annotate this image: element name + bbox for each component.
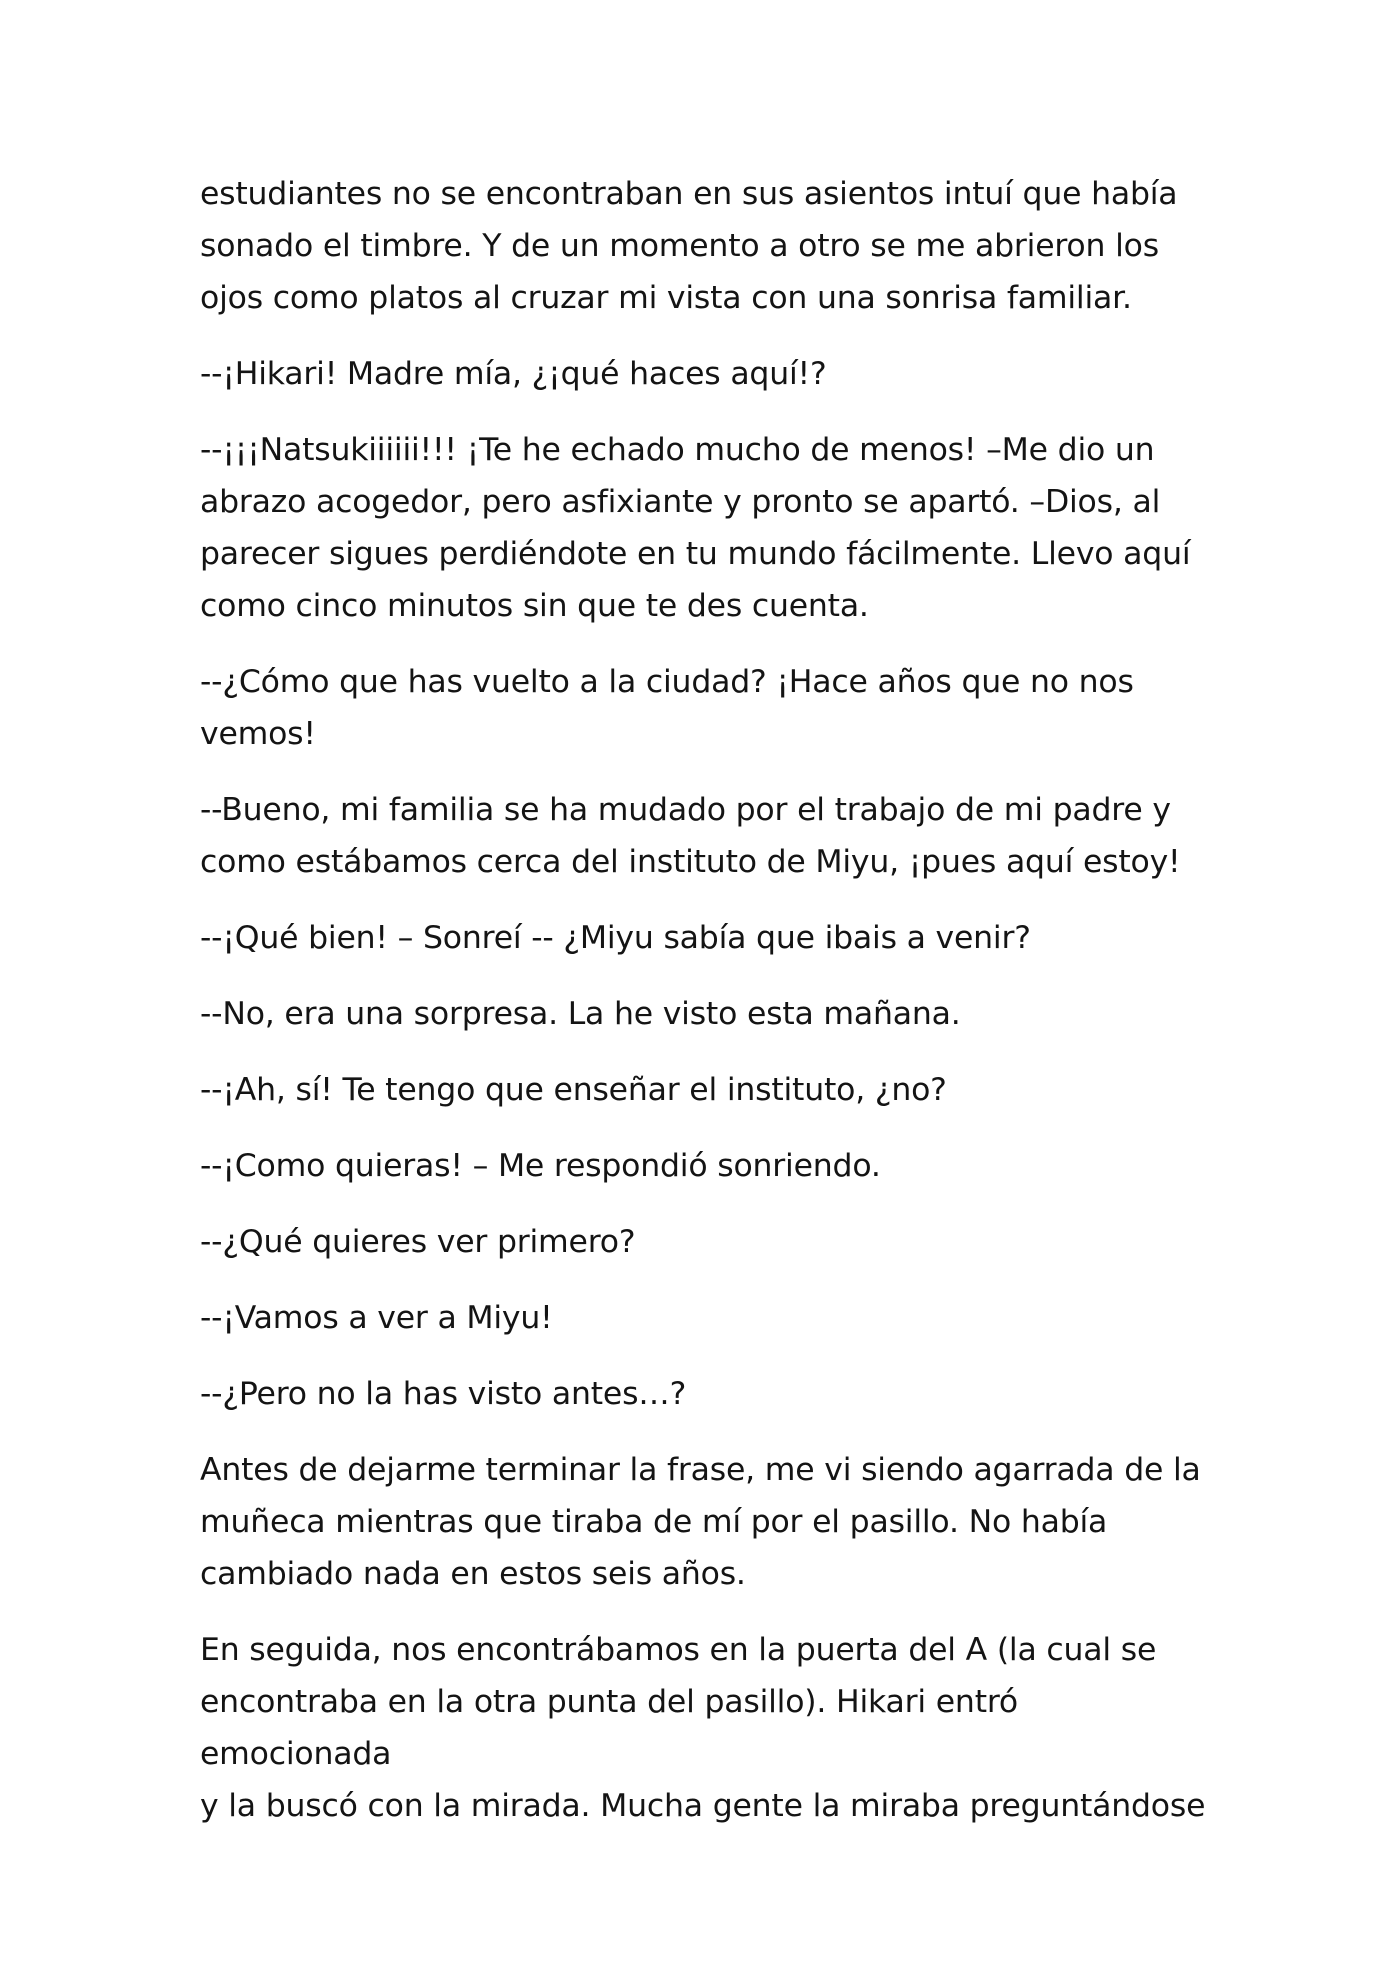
paragraph: En seguida, nos encontrábamos en la puerta del A (la cual se encontraba en la otra punta del pasillo). Hikari entró emocionada y la buscó con la mirada. Mucha gente la miraba preguntándose xyxy=(200,1632,1206,1824)
paragraph: --No, era una sorpresa. La he visto esta mañana. xyxy=(200,996,961,1032)
document-body xyxy=(200,168,1210,1856)
paragraph: --¡¡¡Natsukiiiiii!!! ¡Te he echado mucho de menos! –Me dio un abrazo acogedor, pero asfixiante y pronto se apartó. –Dios, al parecer sigues perdiéndote en tu mundo fácilmente. Llevo aquí como cinco minutos sin que te des cuenta. xyxy=(200,432,1191,624)
paragraph: --¡Como quieras! – Me respondió sonriendo. xyxy=(200,1148,881,1184)
paragraph: Antes de dejarme terminar la frase, me vi siendo agarrada de la muñeca mientras que tiraba de mí por el pasillo. No había cambiado nada en estos seis años. xyxy=(200,1452,1201,1592)
paragraph: --¡Qué bien! – Sonreí -- ¿Miyu sabía que ibais a venir? xyxy=(200,920,1031,956)
paragraph: --¡Vamos a ver a Miyu! xyxy=(200,1300,553,1336)
paragraph: estudiantes no se encontraban en sus asientos intuí que había sonado el timbre. Y de un momento a otro se me abrieron los ojos como platos al cruzar mi vista con una sonrisa familiar. xyxy=(200,176,1178,316)
paragraph: --¡Ah, sí! Te tengo que enseñar el instituto, ¿no? xyxy=(200,1072,947,1108)
paragraph: --¿Pero no la has visto antes…? xyxy=(200,1376,687,1412)
paragraph: --¿Cómo que has vuelto a la ciudad? ¡Hace años que no nos vemos! xyxy=(200,664,1134,752)
paragraph: --¿Qué quieres ver primero? xyxy=(200,1224,636,1260)
paragraph: --Bueno, mi familia se ha mudado por el trabajo de mi padre y como estábamos cerca del instituto de Miyu, ¡pues aquí estoy! xyxy=(200,792,1181,880)
paragraph: --¡Hikari! Madre mía, ¿¡qué haces aquí!? xyxy=(200,356,827,392)
